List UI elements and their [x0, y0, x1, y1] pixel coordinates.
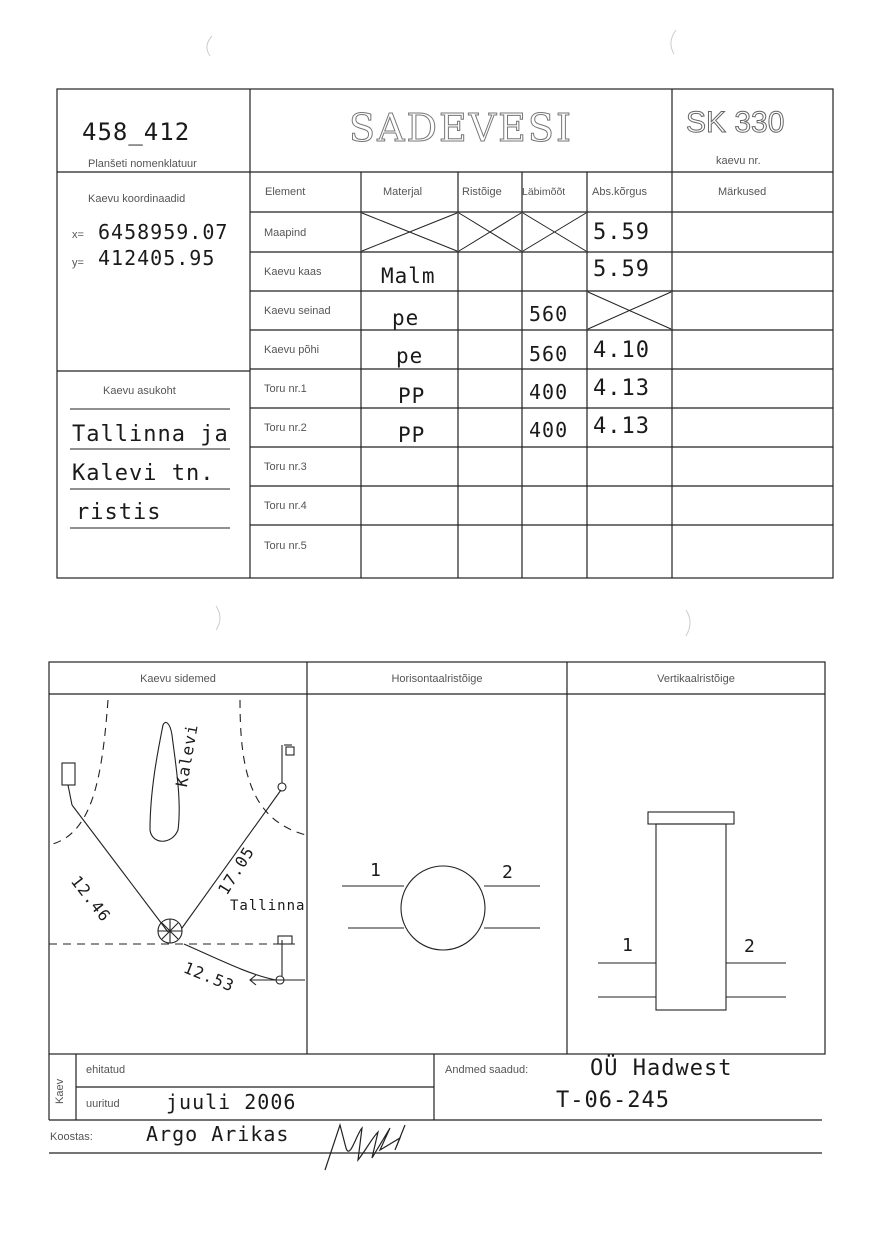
col-header-notes: Märkused: [718, 186, 767, 198]
row-height: 5.59: [593, 257, 650, 282]
punch-mark: [686, 610, 690, 636]
coordinate-y-value: 412405.95: [98, 246, 216, 270]
row-material: PP: [398, 423, 426, 447]
vertical-pipe-2-label: 2: [744, 936, 756, 957]
punch-mark: [216, 606, 220, 630]
connections-sketch: [49, 700, 306, 985]
row-element: Kaevu kaas: [264, 266, 322, 278]
row-material: PP: [398, 384, 426, 408]
row-height: 4.13: [593, 376, 650, 401]
row-element: Toru nr.5: [264, 540, 307, 552]
punch-mark: [207, 36, 212, 56]
row-element: Toru nr.3: [264, 461, 307, 473]
surveyed-label: uuritud: [86, 1098, 120, 1110]
col-header-element: Element: [265, 186, 306, 198]
row-diameter: 400: [529, 380, 569, 404]
well-number-label: kaevu nr.: [716, 155, 761, 167]
coordinate-x-value: 6458959.07: [98, 220, 229, 244]
col-header-cross: Ristõige: [462, 186, 502, 198]
row-element: Maapind: [264, 227, 307, 239]
col-header-material: Materjal: [383, 186, 423, 198]
street-label-tallinna: Tallinna: [230, 898, 306, 914]
nomenclature-label: Planšeti nomenklatuur: [88, 158, 197, 170]
row-element: Kaevu seinad: [264, 305, 331, 317]
author-label: Koostas:: [50, 1131, 93, 1143]
well-number: SK 330: [686, 106, 785, 139]
row-element: Kaevu põhi: [264, 344, 320, 356]
row-height: 4.10: [593, 338, 650, 363]
location-label: Kaevu asukoht: [103, 385, 176, 397]
location-line-1: Tallinna ja: [72, 422, 229, 447]
vertical-pipe-1-label: 1: [622, 935, 634, 956]
row-material: pe: [392, 306, 420, 330]
coordinate-x-prefix: x=: [72, 229, 84, 241]
row-element: Toru nr.1: [264, 383, 307, 395]
surveyed-date: juuli 2006: [166, 1090, 297, 1114]
page-title: SADEVESI: [349, 106, 573, 150]
coordinate-y-prefix: y=: [72, 257, 84, 269]
connections-title: Kaevu sidemed: [140, 673, 216, 685]
nomenclature-value: 458_412: [82, 118, 191, 146]
distance-label-1: 12.46: [67, 872, 115, 926]
horizontal-section-title: Horisontaalristõige: [391, 673, 483, 685]
company-name: OÜ Hadwest: [590, 1056, 733, 1081]
distance-label-3: 12.53: [180, 958, 238, 996]
signature: [325, 1125, 405, 1170]
row-element: Toru nr.4: [264, 500, 307, 512]
diagram-frame: [49, 662, 825, 1054]
well-side-label: Kaev: [54, 1078, 66, 1104]
row-height: 4.13: [593, 414, 650, 439]
vertical-section-title: Vertikaalristõige: [657, 673, 735, 685]
row-diameter: 560: [529, 302, 569, 326]
row-diameter: 400: [529, 418, 569, 442]
col-header-diameter: Läbimõõt: [522, 186, 566, 198]
street-label-kalevi: Kalevi: [172, 722, 202, 789]
row-material: pe: [396, 344, 424, 368]
row-material: Malm: [381, 264, 436, 288]
author-name: Argo Arikas: [146, 1122, 290, 1146]
row-diameter: 560: [529, 342, 569, 366]
gully-icon: [62, 763, 75, 785]
vertical-section-drawing: [598, 812, 786, 1010]
horizontal-pipe-2-label: 2: [502, 862, 514, 883]
data-from-label: Andmed saadud:: [445, 1064, 529, 1076]
row-height: 5.59: [593, 220, 650, 245]
row-element: Toru nr.2: [264, 422, 307, 434]
location-line-3: ristis: [76, 500, 162, 525]
document-code: T-06-245: [556, 1088, 670, 1113]
location-line-2: Kalevi tn.: [72, 461, 215, 486]
distance-label-2: 17.05: [214, 842, 259, 899]
col-header-height: Abs.kõrgus: [592, 186, 648, 198]
horizontal-pipe-1-label: 1: [370, 860, 382, 881]
coordinates-label: Kaevu koordinaadid: [88, 193, 186, 205]
installed-label: ehitatud: [86, 1064, 126, 1076]
punch-mark: [671, 30, 676, 54]
